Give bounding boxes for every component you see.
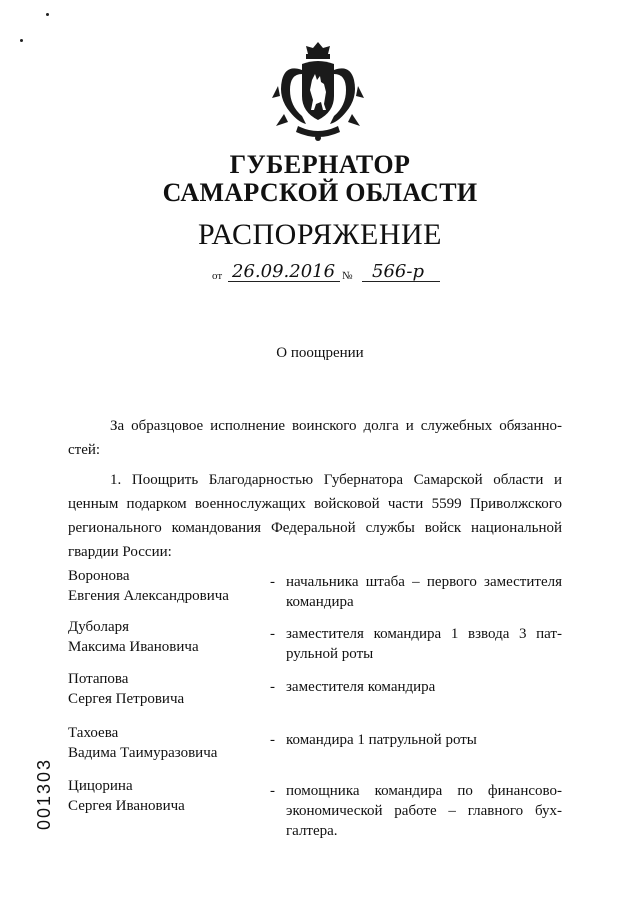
intro-paragraph-line1: За образцовое исполнение воинского долга и служебных обязанно- — [110, 418, 562, 434]
number-label: № — [342, 270, 353, 282]
entry-dash: - — [270, 626, 275, 642]
date-handwritten: 26.09.2016 — [232, 261, 336, 282]
person-given-names: Евгения Александровича — [68, 588, 229, 604]
margin-registration-stamp: 001303 — [34, 757, 54, 830]
person-surname: Цицорина — [68, 778, 133, 794]
person-surname: Воронова — [68, 568, 130, 584]
person-given-names: Сергея Ивановича — [68, 798, 185, 814]
person-position-line1: заместителя командира 1 взвода 3 пат- — [286, 626, 562, 642]
samara-coat-of-arms-emblem — [268, 40, 368, 144]
number-handwritten: 566-р — [372, 261, 424, 282]
person-surname: Дуболаря — [68, 619, 130, 635]
entry-dash: - — [270, 679, 275, 695]
person-position-line3: галтера. — [286, 823, 338, 839]
person-position-line2: экономической работе – главного бух- — [286, 803, 562, 819]
person-surname: Потапова — [68, 671, 129, 687]
document-type: РАСПОРЯЖЕНИЕ — [197, 218, 443, 251]
header-title-line2: САМАРСКОЙ ОБЛАСТИ — [162, 178, 478, 207]
entry-dash: - — [270, 783, 275, 799]
person-given-names: Вадима Таимуразовича — [68, 745, 218, 761]
date-number-line — [212, 258, 442, 288]
item1-line2: ценным подарком военнослужащих войсковой части 5599 Приволжского — [68, 496, 562, 512]
person-position-line1: командира 1 патрульной роты — [286, 732, 477, 748]
item1-line1: 1. Поощрить Благодарностью Губернатора Самарской области и — [110, 472, 562, 488]
person-surname: Тахоева — [68, 725, 119, 741]
intro-paragraph-line2: стей: — [68, 442, 101, 458]
item1-line3: регионального командования Федеральной службы войск национальной — [68, 520, 562, 536]
person-position-line1: начальника штаба – первого заместителя — [286, 574, 562, 590]
person-position-line2: рульной роты — [286, 646, 374, 662]
person-given-names: Максима Ивановича — [68, 639, 199, 655]
person-given-names: Сергея Петровича — [68, 691, 185, 707]
header-title-line1: ГУБЕРНАТОР — [229, 150, 411, 179]
person-position-line1: заместителя командира — [286, 679, 436, 695]
person-position-line1: помощника командира по финансово- — [286, 783, 562, 799]
entry-dash: - — [270, 574, 275, 590]
date-from-label: от — [212, 270, 223, 282]
entry-dash: - — [270, 732, 275, 748]
item1-line4: гвардии России: — [68, 544, 172, 560]
scan-speck — [46, 13, 49, 16]
scan-speck — [20, 39, 23, 42]
document-subject: О поощрении — [276, 345, 364, 361]
person-position-line2: командира — [286, 594, 354, 610]
